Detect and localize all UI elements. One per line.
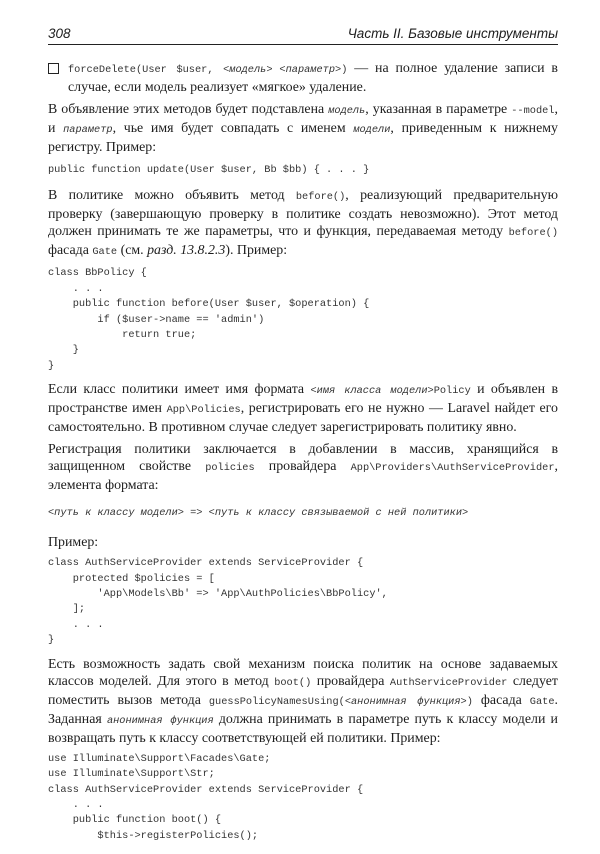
code-inline: forceDelete(User $user, [68,64,224,76]
text-run: , указанная в параметре [365,102,512,117]
code-placeholder: <модель> [223,64,273,76]
code-line: use Illuminate\Support\Str; [48,768,215,781]
text-run: и объявлен в пространстве имен [48,382,559,417]
code-inline: App\Providers\AuthServiceProvider [350,462,555,475]
code-line: } [48,344,79,357]
text-run: Если класс политики имеет имя формата [48,382,311,398]
code-placeholder: <путь к классу связываемой с ней политики> [208,507,469,520]
code-line: if ($user->name == 'admin') [48,313,265,326]
text-run: , реализующий предварительную проверку (завершающую проверку в политике создать невозможно). Этот метод должен принимать те же параметры, что и функция, передаваемая методу [48,188,558,240]
paragraph-6 [48,656,558,747]
code-line: . . . [48,618,104,631]
code-placeholder: параметр [63,124,113,136]
text-run: — на полное удаление записи в случае, если модель реализует «мягкое» удаление. [68,61,558,95]
code-inline: Gate [529,695,555,708]
code-line: protected $policies = [ [48,572,215,585]
paragraph-3 [48,381,558,436]
paragraph-2 [48,187,558,261]
code-line: . . . [48,798,104,811]
code-placeholder: <имя класса модели> [310,385,434,398]
code-line: use Illuminate\Support\Facades\Gate; [48,752,271,765]
code-inline: guessPolicyNamesUsing( [208,695,345,708]
code-line: . . . [48,282,104,295]
code-line: } [48,634,55,647]
text-run: , приведенным к нижнему регистру. Пример: [48,121,558,155]
text-run: . Заданная [48,692,558,727]
code-line: $this->registerPolicies(); [48,829,259,842]
text-run: ). Пример: [225,243,288,259]
text-run: В политике можно объявить метод [48,188,296,204]
running-title: Часть II. Базовые инструменты [347,26,558,41]
bullet-text [68,60,558,96]
text-run: В объявление этих методов будет подставлена [48,102,329,117]
code-block-2 [48,266,558,374]
code-placeholder: <параметр> [279,64,342,76]
checkbox-bullet-icon [48,63,59,74]
paragraph-5: Пример: [48,535,99,551]
bullet-item [48,60,558,96]
code-inline: App\Policies [166,404,241,417]
code-inline: before() [508,227,558,240]
code-inline: AuthServiceProvider [389,676,508,689]
page-number: 308 [48,26,71,41]
code-placeholder: анонимная функция [106,714,214,727]
format-line [48,503,558,522]
code-line: class BbPolicy { [48,267,147,280]
text-run: Регистрация политики заключается в добавлении в массив, хранящийся в защищенном свойстве [48,442,558,475]
code-inline: Gate [92,246,118,259]
text-run: , элемента формата: [48,459,558,494]
text-run: следует поместить вызов метода [48,673,558,708]
code-block-1 [48,163,558,178]
code-placeholder: <анонимная функция> [344,695,467,708]
text-run: провайдера [311,673,390,689]
code-inline: policies [205,462,255,475]
code-line: class AuthServiceProvider extends ServiceProvider { [48,783,364,796]
code-inline: before() [295,191,346,204]
text-run: должна принимать в параметре путь к классу модели и возвращать путь к классу соответствующей ей политики. Пример: [48,711,558,746]
paragraph-4 [48,441,558,494]
text-run: фасада [48,243,93,259]
code-line: } [48,359,55,372]
code-line: ]; [48,603,86,616]
code-line: public function update(User $user, Bb $bb) { . . . } [48,164,370,176]
code-inline: --model [511,105,555,117]
code-line: public function boot() { [48,814,222,827]
text-run: , и [48,102,558,136]
page [48,26,558,844]
code-line: public function before(User $user, $operation) { [48,298,370,311]
code-placeholder: модели [353,124,391,136]
text-run: , регистрировать его не нужно — Laravel найдет его самостоятельно. В противном случае следует зарегистрировать политику явно. [48,401,558,436]
text-run: провайдера [254,459,351,475]
code-placeholder: <путь к классу модели> [48,507,184,520]
code-line: class AuthServiceProvider extends ServiceProvider { [48,557,364,570]
code-block-3 [48,556,558,648]
code-line: return true; [48,329,197,342]
text-run: Есть возможность задать свой механизм поиска политик на основе задаваемых классов моделей. Для этого в метод [48,656,558,689]
code-block-4 [48,752,558,844]
paragraph-1 [48,101,558,156]
code-inline: Policy [433,385,471,398]
code-placeholder: модель [328,105,366,117]
code-inline: ) [341,64,348,76]
text-run: (см. [117,243,148,259]
code-inline: ) [466,695,473,708]
page-header [48,26,558,45]
code-inline: boot() [274,676,312,689]
section-reference: разд. 13.8.2.3 [147,243,226,259]
text-run: , чье имя будет совпадать с именем [112,121,354,136]
text-run: фасада [472,692,530,708]
code-line: 'App\Models\Bb' => 'App\AuthPolicies\BbPolicy', [48,588,388,601]
code-inline: => [183,507,209,520]
